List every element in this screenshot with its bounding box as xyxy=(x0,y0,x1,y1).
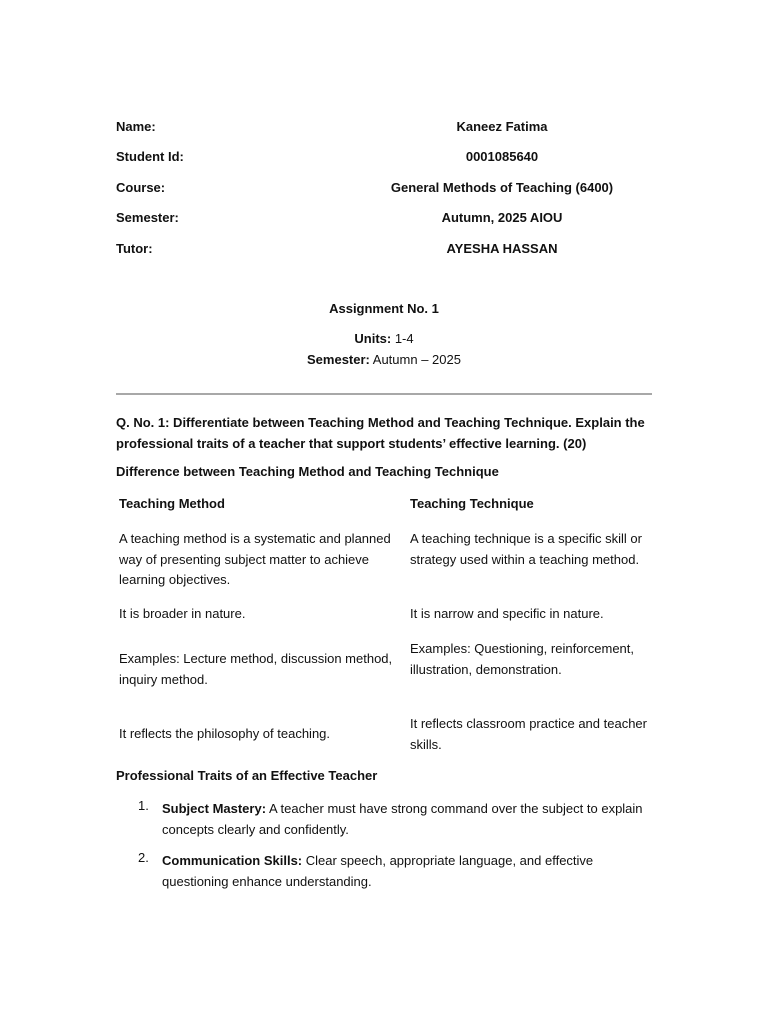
table-cell-r2-method: It is broader in nature. xyxy=(119,606,246,621)
info-label-course: Course: xyxy=(116,180,166,195)
table-header-technique: Teaching Technique xyxy=(410,496,534,511)
info-label-student-id: Student Id: xyxy=(116,149,184,164)
semester-label: Semester: xyxy=(307,352,370,367)
table-cell-r4-method: It reflects the philosophy of teaching. xyxy=(119,726,331,741)
units-value: 1-4 xyxy=(391,331,414,346)
info-label-semester: Semester: xyxy=(116,210,179,225)
list-item-number: 2. xyxy=(138,850,149,865)
list-item-number: 1. xyxy=(138,798,149,813)
horizontal-rule xyxy=(116,393,652,395)
list-item xyxy=(162,798,652,840)
table-cell-r1-method: A teaching method is a systematic and planned way of presenting subject matter to achieve learning objectives. xyxy=(119,531,391,587)
info-value-student-id: 0001085640 xyxy=(465,149,539,164)
traits-heading: Professional Traits of an Effective Teacher xyxy=(116,768,378,783)
info-label-tutor: Tutor: xyxy=(116,241,153,256)
difference-heading: Difference between Teaching Method and Teaching Technique xyxy=(116,464,499,479)
table-cell-r1-technique: A teaching technique is a specific skill or strategy used within a teaching method. xyxy=(410,531,642,567)
assignment-title: Assignment No. 1 xyxy=(329,301,439,316)
table-cell-r4-technique: It reflects classroom practice and teacher skills. xyxy=(410,716,647,752)
info-value-semester: Autumn, 2025 AIOU xyxy=(441,210,563,225)
table-cell-r2-technique: It is narrow and specific in nature. xyxy=(410,606,604,621)
assignment-semester xyxy=(116,352,652,367)
info-value-name: Kaneez Fatima xyxy=(456,119,548,134)
trait-text: A teacher must have strong command over the subject to explain concepts clearly and confidently. xyxy=(162,801,643,837)
assignment-units xyxy=(116,331,652,346)
trait-text: Clear speech, appropriate language, and effective questioning enhance understanding. xyxy=(162,853,594,889)
table-cell-r3-method: Examples: Lecture method, discussion method, inquiry method. xyxy=(119,651,393,687)
question-text: Q. No. 1: Differentiate between Teaching Method and Teaching Technique. Explain the professional traits of a teacher that support students’ effective learning. (20) xyxy=(116,415,645,451)
info-value-course: General Methods of Teaching (6400) xyxy=(390,180,614,195)
semester-value: Autumn – 2025 xyxy=(369,352,461,367)
table-header-method: Teaching Method xyxy=(119,496,225,511)
info-label-name: Name: xyxy=(116,119,156,134)
trait-label: Subject Mastery: xyxy=(162,801,267,816)
list-item xyxy=(162,850,652,892)
units-label: Units: xyxy=(354,331,392,346)
info-value-tutor: AYESHA HASSAN xyxy=(446,241,558,256)
trait-label: Communication Skills: xyxy=(162,853,303,868)
table-cell-r3-technique: Examples: Questioning, reinforcement, illustration, demonstration. xyxy=(410,641,634,677)
